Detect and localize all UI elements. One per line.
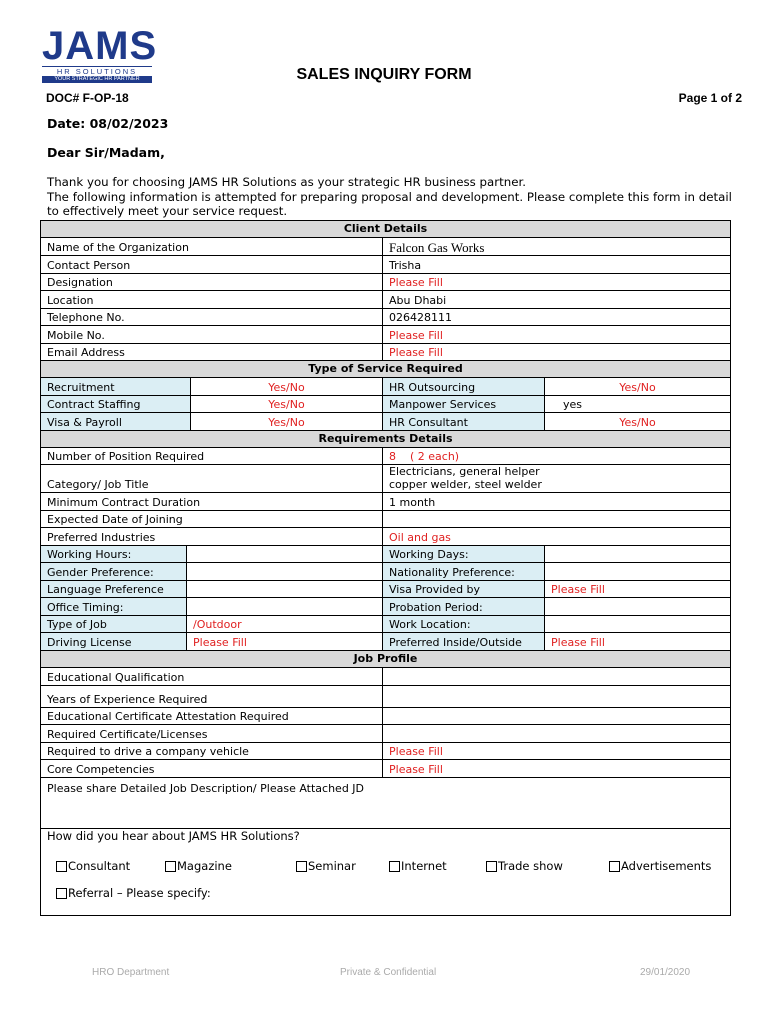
gender-field[interactable] [187, 563, 383, 580]
option-seminar[interactable] [296, 859, 356, 873]
industries-field[interactable]: Oil and gas [389, 530, 451, 544]
option-consultant[interactable] [56, 859, 130, 873]
form-row [41, 493, 730, 511]
section-header-client: Client Details [41, 221, 730, 237]
field-label: Working Hours: [41, 546, 187, 563]
option-trade-show[interactable] [486, 859, 563, 873]
option-internet[interactable] [389, 859, 447, 873]
company-vehicle-field[interactable]: Please Fill [389, 745, 443, 758]
working-days-field[interactable] [545, 546, 730, 563]
field-label: Telephone No. [41, 309, 383, 326]
form-row [41, 238, 730, 256]
experience-field[interactable] [383, 686, 730, 707]
checkbox[interactable] [165, 861, 176, 872]
field-label: Number of Position Required [41, 448, 383, 465]
form-row [41, 633, 730, 651]
checkbox[interactable] [56, 888, 67, 899]
form-row [41, 778, 730, 829]
field-label: Contact Person [41, 256, 383, 273]
form-row [41, 378, 730, 396]
form-row [41, 274, 730, 292]
intro-line: The following information is attempted for preparing proposal and development. Please complete this form in detail to effectively meet your service request. [47, 189, 732, 218]
form-row [41, 581, 730, 599]
form-row [41, 396, 730, 414]
field-label: Preferred Inside/Outside [383, 633, 545, 650]
field-label: Driving License [41, 633, 187, 650]
organization-field[interactable]: Falcon Gas Works [389, 240, 485, 255]
field-label: Required to drive a company vehicle [41, 743, 383, 760]
field-label: Mobile No. [41, 326, 383, 343]
form-row [41, 291, 730, 309]
job-title-field[interactable] [383, 465, 730, 492]
form-row [41, 528, 730, 546]
section-header-job: Job Profile [41, 651, 730, 667]
designation-field[interactable]: Please Fill [389, 276, 443, 289]
form-row [41, 326, 730, 344]
form-row [41, 344, 730, 362]
inside-outside-field[interactable]: Please Fill [551, 635, 605, 649]
option-magazine[interactable] [165, 859, 232, 873]
footer-department: HRO Department [92, 967, 170, 978]
form-row [41, 760, 730, 778]
form-row [41, 708, 730, 726]
attestation-field[interactable] [383, 708, 730, 725]
form-row [41, 686, 730, 708]
option-advertisements[interactable] [609, 859, 711, 873]
logo-tagline: YOUR STRATEGIC HR PARTNER [42, 76, 152, 83]
checkbox[interactable] [486, 861, 497, 872]
manpower-services-field[interactable]: yes [563, 398, 583, 411]
field-label: Designation [41, 274, 383, 291]
footer-confidential: Private & Confidential [340, 967, 437, 978]
intro-line: Thank you for choosing JAMS HR Solutions as your strategic HR business partner. [47, 175, 526, 189]
form-row [41, 563, 730, 581]
intro-text [47, 175, 737, 219]
recruitment-field[interactable]: Yes/No [191, 378, 383, 395]
driving-license-field[interactable]: Please Fill [187, 633, 383, 650]
field-label: Nationality Preference: [383, 563, 545, 580]
doc-number: DOC# F-OP-18 [46, 91, 129, 105]
hr-outsourcing-field[interactable]: Yes/No [619, 380, 656, 394]
form-row [41, 616, 730, 634]
field-label: Preferred Industries [41, 528, 383, 545]
footer-date: 29/01/2020 [640, 967, 691, 978]
telephone-field[interactable]: 026428111 [389, 311, 452, 324]
form-row [41, 256, 730, 274]
visa-payroll-field[interactable]: Yes/No [191, 413, 383, 430]
form-row [41, 668, 730, 686]
location-field[interactable]: Abu Dhabi [389, 293, 447, 307]
positions-field[interactable]: 8 ( 2 each) [389, 450, 460, 463]
form-date: Date: 08/02/2023 [47, 116, 169, 131]
salutation: Dear Sir/Madam, [47, 145, 165, 160]
work-location-field[interactable] [545, 616, 730, 633]
field-label: Type of Job [41, 616, 187, 633]
form-row [41, 725, 730, 743]
field-label: Language Preference [41, 581, 187, 598]
field-label: Name of the Organization [41, 238, 383, 255]
section-header-requirements: Requirements Details [41, 431, 730, 447]
mobile-field[interactable]: Please Fill [389, 328, 443, 342]
field-label: Work Location: [383, 616, 545, 633]
hear-question: How did you hear about JAMS HR Solutions? [47, 828, 300, 843]
checkbox[interactable] [296, 861, 307, 872]
field-label: Years of Experience Required [41, 686, 383, 707]
field-label: Visa & Payroll [41, 413, 191, 430]
visa-provided-field[interactable]: Please Fill [551, 583, 605, 596]
field-label: Gender Preference: [41, 563, 187, 580]
option-label: Referral – Please specify: [68, 886, 211, 900]
email-field[interactable]: Please Fill [389, 346, 443, 359]
field-label: Contract Staffing [41, 396, 191, 413]
form-row [41, 413, 730, 431]
field-label: Required Certificate/Licenses [41, 725, 383, 742]
contact-person-field[interactable]: Trisha [389, 258, 422, 272]
checkbox[interactable] [609, 861, 620, 872]
form-row [41, 309, 730, 327]
field-label: HR Outsourcing [383, 378, 545, 395]
field-label: Location [41, 291, 383, 308]
form-title: SALES INQUIRY FORM [296, 66, 472, 83]
nationality-field[interactable] [545, 563, 730, 580]
form-row [41, 598, 730, 616]
option-label: Consultant [68, 859, 131, 873]
language-field[interactable] [187, 581, 383, 598]
option-label: Trade show [498, 859, 563, 873]
field-label: Minimum Contract Duration [41, 493, 383, 510]
field-label: Manpower Services [383, 396, 545, 413]
form-row [41, 511, 730, 529]
working-hours-field[interactable] [187, 546, 383, 563]
option-label: Seminar [308, 859, 356, 873]
form-row [41, 743, 730, 761]
joining-date-field[interactable] [383, 511, 730, 528]
field-label: Category/ Job Title [41, 465, 383, 492]
field-label: Working Days: [383, 546, 545, 563]
option-label: Magazine [177, 859, 232, 873]
form-row [41, 546, 730, 564]
field-label: Core Competencies [41, 760, 383, 777]
job-title-line: copper welder, steel welder [389, 478, 542, 491]
contract-duration-field[interactable]: 1 month [389, 495, 436, 509]
inquiry-form [40, 220, 731, 916]
qualification-field[interactable] [383, 668, 730, 685]
section-header-service: Type of Service Required [41, 361, 730, 377]
logo-brand: JAMS [42, 24, 158, 68]
form-row [41, 448, 730, 466]
field-label: Office Timing: [41, 598, 187, 615]
option-label: Internet [401, 859, 447, 873]
field-label: Email Address [41, 344, 383, 361]
job-title-line: Electricians, general helper [389, 465, 540, 478]
field-label: HR Consultant [383, 413, 545, 430]
job-description-field[interactable]: Please share Detailed Job Description/ Please Attached JD [47, 781, 365, 795]
field-label: Expected Date of Joining [41, 511, 383, 528]
probation-field[interactable] [545, 598, 730, 615]
option-label: Advertisements [621, 859, 712, 873]
field-label: Educational Qualification [41, 668, 383, 685]
field-label: Visa Provided by [383, 581, 545, 598]
contract-staffing-field[interactable]: Yes/No [191, 396, 383, 413]
logo-subtitle: HR SOLUTIONS [42, 66, 152, 76]
licenses-field[interactable] [383, 725, 730, 742]
competencies-field[interactable]: Please Fill [389, 762, 443, 776]
page-number: Page 1 of 2 [678, 91, 742, 105]
field-label: Probation Period: [383, 598, 545, 615]
checkbox[interactable] [56, 861, 67, 872]
office-timing-field[interactable] [187, 598, 383, 615]
field-label: Recruitment [41, 378, 191, 395]
hr-consultant-field[interactable]: Yes/No [619, 415, 656, 429]
option-referral[interactable] [56, 886, 211, 900]
job-type-field[interactable]: /Outdoor [187, 616, 383, 633]
checkbox[interactable] [389, 861, 400, 872]
form-row [41, 465, 730, 493]
field-label: Educational Certificate Attestation Required [41, 708, 383, 725]
